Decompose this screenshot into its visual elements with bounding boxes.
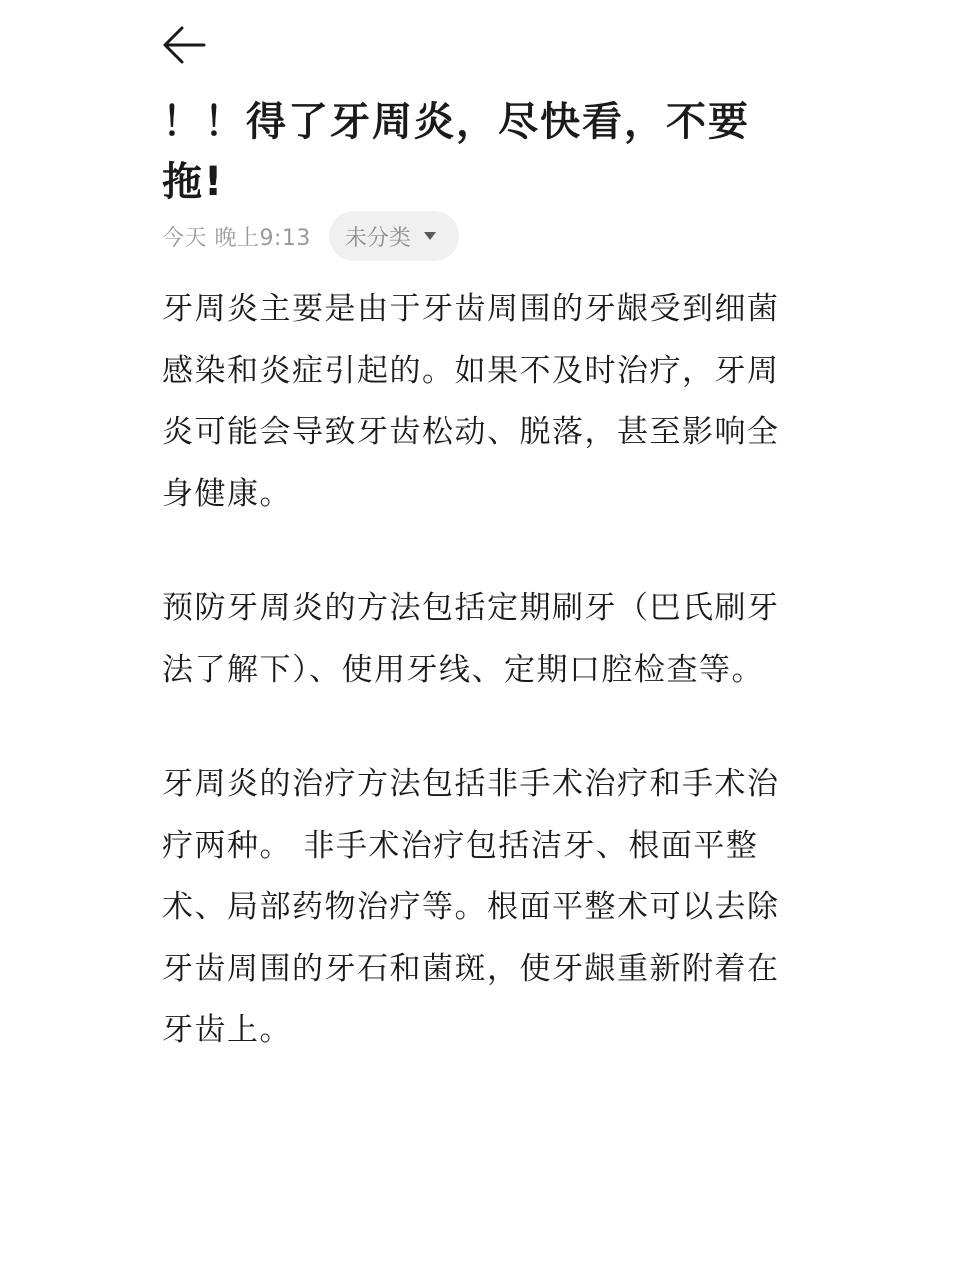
category-label: 未分类	[344, 225, 411, 251]
category-dropdown[interactable]	[329, 211, 459, 261]
note-body[interactable]	[162, 279, 802, 1062]
body-paragraph: 预防牙周炎的方法包括定期刷牙（巴氏刷牙法了解下）、使用牙线、定期口腔检查等。	[162, 590, 780, 688]
note-timestamp: 今天 晚上9:13	[162, 225, 311, 251]
note-title: ！！得了牙周炎，尽快看，不要拖!	[162, 99, 750, 205]
back-button[interactable]	[162, 22, 210, 68]
body-paragraph: 牙周炎的治疗方法包括非手术治疗和手术治疗两种。 非手术治疗包括洁牙、根面平整术、局部药物治疗等。根面平整术可以去除牙齿周围的牙石和菌斑，使牙龈重新附着在牙齿上。	[162, 766, 780, 1048]
caret-down-icon	[423, 231, 437, 241]
note-meta	[162, 210, 459, 262]
arrow-left-icon	[162, 25, 206, 65]
body-paragraph: 牙周炎主要是由于牙齿周围的牙龈受到细菌感染和炎症引起的。如果不及时治疗，牙周炎可能会导致牙齿松动、脱落，甚至影响全身健康。	[162, 291, 780, 512]
